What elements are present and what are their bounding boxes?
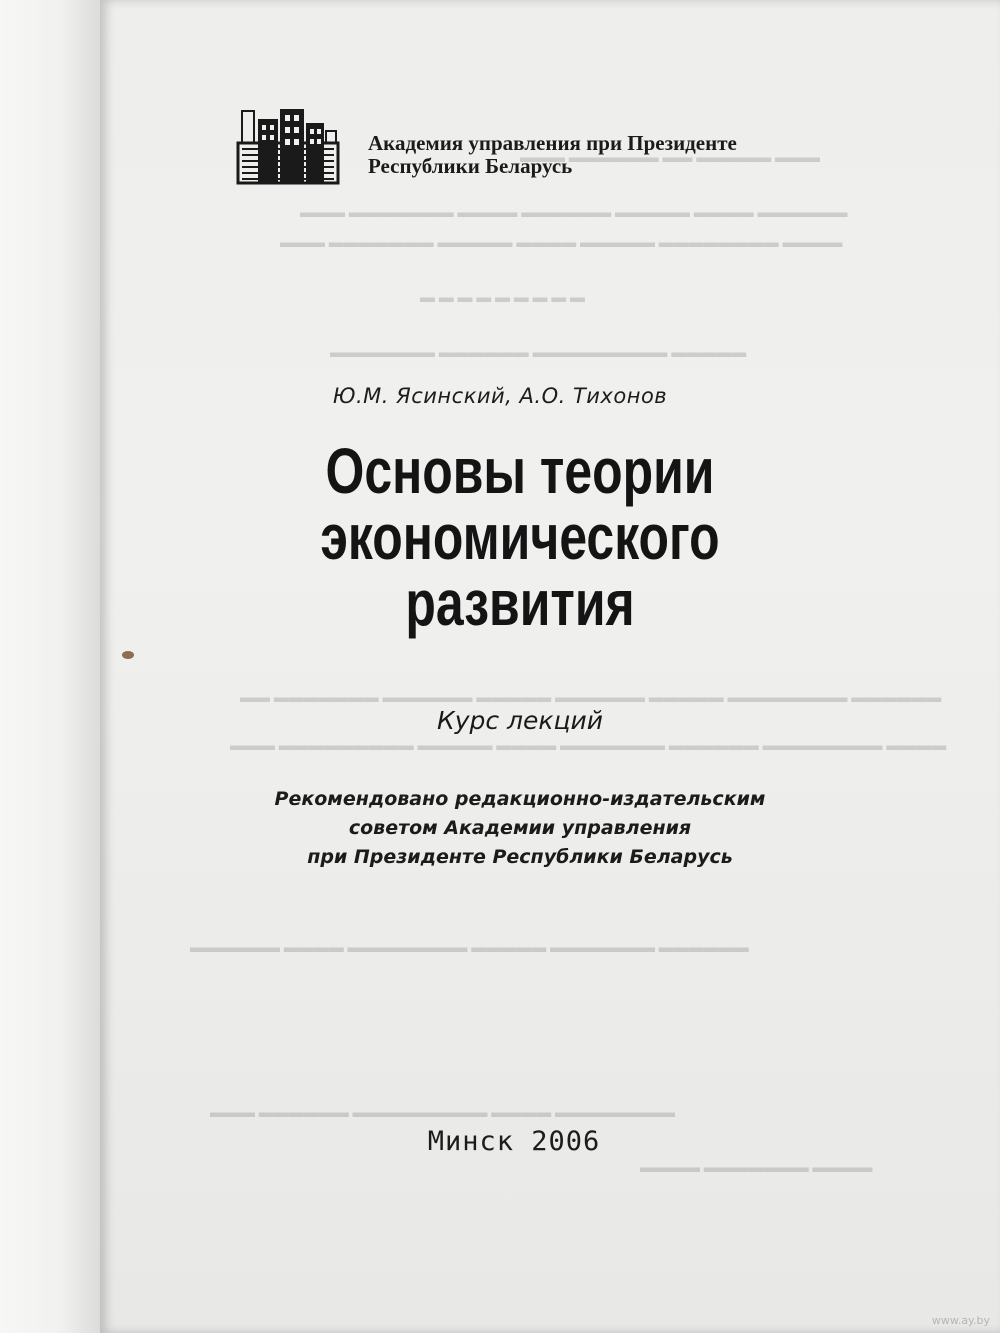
paper-stain: [122, 651, 134, 659]
show-through-text: ▬▬▬▬▬▬ ▬▬▬▬▬▬▬ ▬▬▬▬▬ ▬▬▬▬▬▬▬▬ ▬▬▬▬ ▬▬▬▬▬▬: [190, 940, 749, 956]
show-through-text: ▬▬▬▬ ▬▬▬▬▬▬▬▬ ▬▬▬▬▬ ▬▬▬▬ ▬▬▬▬▬ ▬▬▬▬▬▬▬ ▬▬▬: [280, 235, 843, 251]
recommendation-line-3: при Президенте Республики Беларусь: [307, 846, 733, 868]
show-through-text: ▬▬▬ ▬▬▬▬▬ ▬▬ ▬▬▬▬▬▬ ▬▬▬: [520, 150, 820, 166]
imprint-city-year: Минск 2006: [427, 1126, 601, 1157]
show-through-text: ▬▬▬▬ ▬▬▬▬▬▬▬▬ ▬▬▬▬▬▬ ▬▬▬▬▬▬▬ ▬▬▬▬ ▬▬▬▬▬ ▬▬▬▬▬▬▬▬▬ ▬▬▬: [230, 738, 947, 754]
publisher-name: [368, 132, 737, 178]
book-title: [114, 435, 894, 639]
show-through-text: ▬ ▬ ▬ ▬ ▬ ▬ ▬ ▬ ▬: [420, 290, 585, 306]
recommendation-line-1: Рекомендовано редакционно-издательским: [274, 788, 766, 810]
book-title-line-2: экономического: [320, 501, 720, 573]
show-through-text: ▬▬▬▬ ▬▬▬▬▬▬▬ ▬▬▬▬: [640, 1160, 873, 1176]
book-title-line-1: Основы теории: [325, 435, 715, 507]
show-through-text: ▬▬▬▬▬▬ ▬▬▬▬▬▬▬▬ ▬▬▬▬▬ ▬▬▬▬▬▬ ▬▬▬▬▬ ▬▬▬▬▬▬ ▬▬▬▬▬▬▬ ▬▬: [240, 690, 942, 706]
show-through-text: ▬▬▬▬▬▬▬▬ ▬▬▬▬ ▬▬▬▬▬▬▬▬▬ ▬▬▬▬▬▬ ▬▬▬: [210, 1105, 675, 1121]
publisher-name-line-2: Республики Беларусь: [368, 154, 573, 178]
show-through-text: ▬▬▬▬▬▬ ▬▬▬▬ ▬▬▬▬▬ ▬▬▬▬▬▬ ▬▬▬▬ ▬▬▬▬▬▬▬ ▬▬▬: [300, 205, 848, 221]
site-watermark: www.ay.by: [931, 1314, 990, 1327]
show-through-text: ▬▬▬▬▬ ▬▬▬▬▬▬▬▬▬ ▬▬▬▬▬▬ ▬▬▬▬▬▬▬: [330, 345, 747, 361]
book-title-line-3: развития: [405, 567, 635, 639]
academy-building-logo-icon: [232, 105, 344, 187]
book-authors: Ю.М. Ясинский, А.О. Тихонов: [332, 384, 668, 408]
publisher-name-line-1: Академия управления при Президенте: [368, 131, 737, 155]
book-subtitle: Курс лекций: [436, 706, 604, 735]
recommendation-note: [0, 785, 1000, 872]
recommendation-line-2: советом Академии управления: [348, 817, 692, 839]
